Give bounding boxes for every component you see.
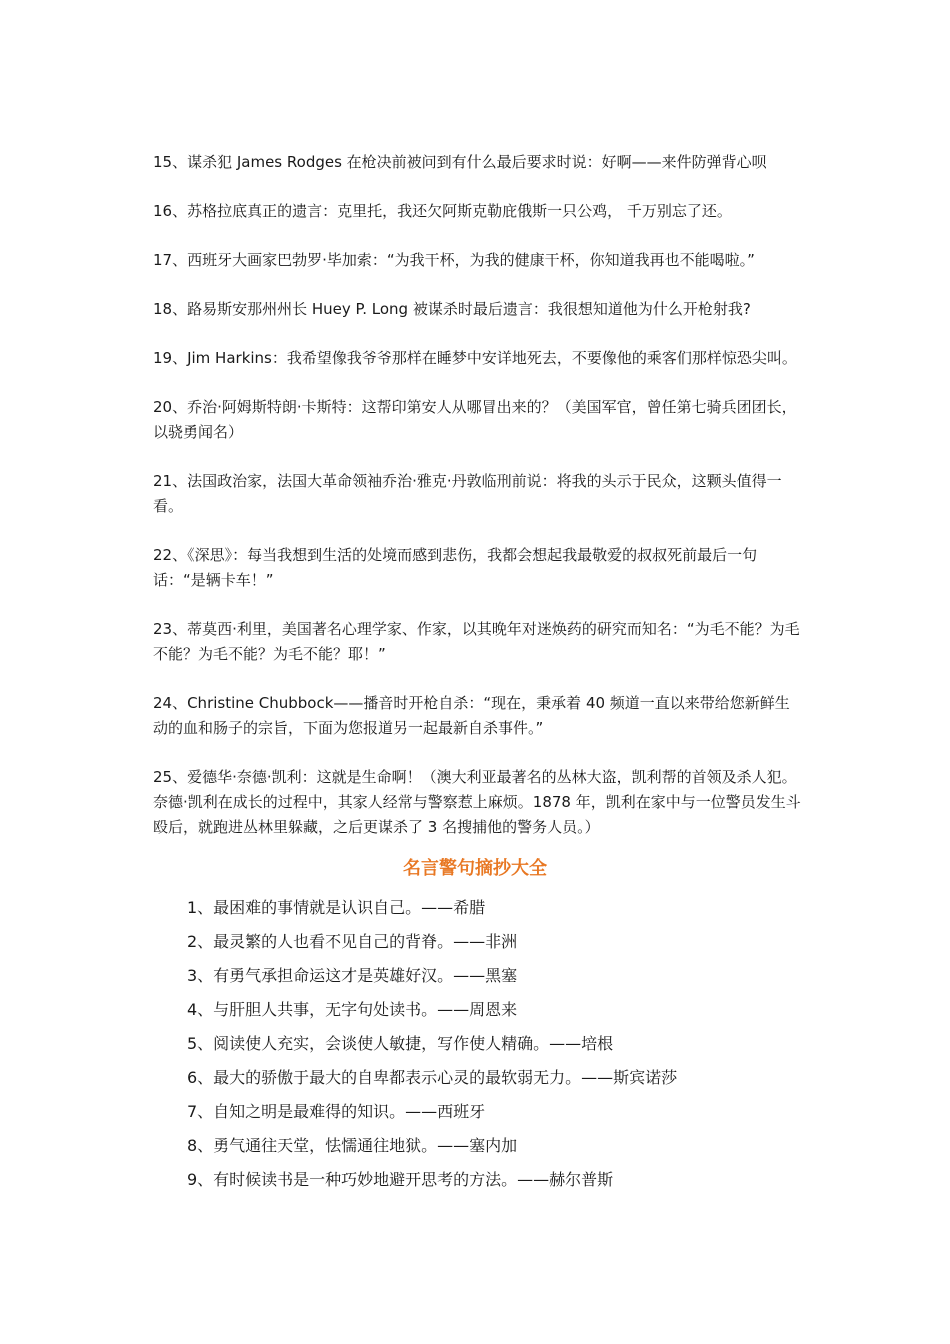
section-title: 名言警句摘抄大全 (403, 858, 547, 879)
quote-item: 4、与肝胆人共事，无字句处读书。——周恩来 (187, 1000, 518, 1019)
quote-item: 7、自知之明是最难得的知识。——西班牙 (187, 1102, 486, 1121)
list-item: 19、Jim Harkins：我希望像我爷爷那样在睡梦中安详地死去，不要像他的乘客们那样惊恐尖叫。 (153, 349, 797, 367)
list-item: 21、法国政治家，法国大革命领袖乔治·雅克·丹敦临刑前说：将我的头示于民众，这颗头值得一看。 (153, 472, 782, 515)
list-item: 24、Christine Chubbock——播音时开枪自杀：“现在，秉承着 40 频道一直以来带给您新鲜生动的血和肠子的宗旨，下面为您报道另一起最新自杀事件。” (153, 694, 790, 737)
list-item: 20、乔治·阿姆斯特朗·卡斯特：这帮印第安人从哪冒出来的？（美国军官，曾任第七骑兵团团长，以骁勇闻名） (153, 398, 797, 441)
quote-item: 6、最大的骄傲于最大的自卑都表示心灵的最软弱无力。——斯宾诺莎 (187, 1068, 678, 1087)
list-item: 16、苏格拉底真正的遗言：克里托，我还欠阿斯克勒庇俄斯一只公鸡， 千万别忘了还。 (153, 202, 732, 220)
quote-item: 3、有勇气承担命运这才是英雄好汉。——黑塞 (187, 966, 518, 985)
list-item: 23、蒂莫西·利里，美国著名心理学家、作家，以其晚年对迷焕药的研究而知名：“为毛不能？为毛不能？为毛不能？为毛不能？耶！” (153, 620, 800, 663)
list-item: 17、西班牙大画家巴勃罗·毕加索：“为我干杯，为我的健康干杯，你知道我再也不能喝啦。” (153, 251, 755, 269)
list-item: 15、谋杀犯 James Rodges 在枪决前被问到有什么最后要求时说：好啊——来件防弹背心呗 (153, 153, 767, 171)
quotes-list (187, 891, 787, 1197)
list-item: 18、路易斯安那州州长 Huey P. Long 被谋杀时最后遗言：我很想知道他为什么开枪射我? (153, 300, 751, 318)
quote-item: 5、阅读使人充实，会谈使人敏捷，写作使人精确。——培根 (187, 1034, 614, 1053)
quote-item: 9、有时候读书是一种巧妙地避开思考的方法。——赫尔普斯 (187, 1170, 614, 1189)
last-words-list (153, 150, 803, 864)
list-item: 25、爱德华·奈德·凯利：这就是生命啊！（澳大利亚最著名的丛林大盗，凯利帮的首领及杀人犯。奈德·凯利在成长的过程中，其家人经常与警察惹上麻烦。1878 年，凯利在家中与一位警员发生斗殴后，就跑进丛林里躲藏，之后更谋杀了 3 名搜捕他的警务人员。） (153, 768, 801, 836)
quote-item: 8、勇气通往天堂，怯懦通往地狱。——塞内加 (187, 1136, 518, 1155)
quote-item: 2、最灵繁的人也看不见自己的背脊。——非洲 (187, 932, 518, 951)
quote-item: 1、最困难的事情就是认识自己。——希腊 (187, 898, 486, 917)
list-item: 22、《深思》：每当我想到生活的处境而感到悲伤，我都会想起我最敬爱的叔叔死前最后一句话：“是辆卡车！” (153, 546, 758, 589)
